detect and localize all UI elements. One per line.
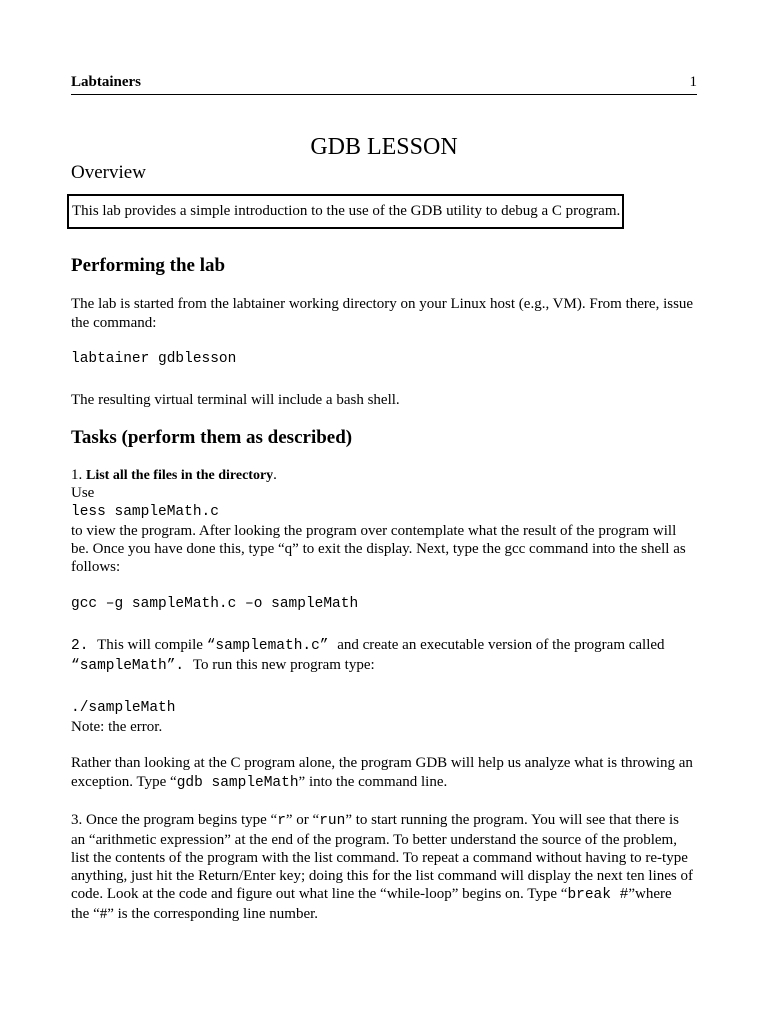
- note-text: Note: the error.: [71, 719, 163, 735]
- performing-heading: Performing the lab: [71, 255, 226, 276]
- command-labtainer: labtainer gdblesson: [71, 351, 237, 367]
- task2-text-c: To run this new program type:: [192, 657, 375, 673]
- task1-line: [71, 466, 697, 485]
- performing-para2: The resulting virtual terminal will include a bash shell.: [71, 392, 400, 408]
- task3-text-d: code. Look at the code and figure out what line the “while-loop” begins on. Type “: [71, 886, 568, 902]
- task3-line2: an “arithmetic expression” at the end of the program. To better understand the source of the problem,: [71, 832, 677, 848]
- task3-line6: the “#” is the corresponding line number.: [71, 906, 319, 922]
- page-number: 1: [689, 74, 697, 90]
- task3-text-a: 3. Once the program begins type “: [71, 812, 278, 828]
- task3-text-c: ” to start running the program. You will see that there is: [345, 812, 680, 828]
- task2-text-b: and create an executable version of the program called: [337, 637, 665, 653]
- task1-text-line1: to view the program. After looking the program over contemplate what the result of the program will: [71, 523, 677, 539]
- rather-line1: Rather than looking at the C program alone, the program GDB will help us analyze what is throwing an: [71, 755, 693, 771]
- document-title: GDB LESSON: [310, 134, 458, 160]
- task3-r: r: [277, 813, 286, 829]
- command-gdb: gdb sampleMath: [176, 775, 299, 791]
- task1-use: Use: [71, 485, 95, 501]
- command-gcc: gcc –g sampleMath.c –o sampleMath: [71, 596, 359, 612]
- task3-line5: [71, 885, 697, 904]
- header-title: Labtainers: [71, 74, 142, 90]
- task3-text-b: ” or “: [285, 812, 320, 828]
- task3-text-e: ”where: [628, 886, 672, 902]
- overview-text: This lab provides a simple introduction to the use of the GDB utility to debug a C program.: [72, 203, 621, 219]
- task3-break: break #: [567, 887, 629, 903]
- task1-text-line2: be. Once you have done this, type “q” to exit the display. Next, type the gcc command into the shell as: [71, 541, 686, 557]
- task2-file: “samplemath.c”: [206, 638, 338, 654]
- task3-line4: anything, just hit the Return/Enter key; doing this for the list command will display the next ten lines of: [71, 868, 693, 884]
- task1-text-line3: follows:: [71, 559, 121, 575]
- task2-line1: [71, 636, 697, 655]
- task2-text-a: This will compile: [97, 637, 207, 653]
- task3-line3: list the contents of the program with the list command. To repeat a command without having to re-type: [71, 850, 688, 866]
- command-less: less sampleMath.c: [71, 504, 219, 520]
- performing-para-line2: the command:: [71, 315, 157, 331]
- task3-run: run: [319, 813, 346, 829]
- rather-line2: [71, 773, 697, 792]
- tasks-heading: Tasks (perform them as described): [71, 427, 353, 448]
- rather-text-a: exception. Type “: [71, 774, 177, 790]
- overview-box: [67, 194, 624, 229]
- page-header: [71, 73, 697, 95]
- task1-number: 1.: [71, 467, 86, 483]
- overview-heading: Overview: [71, 162, 146, 183]
- performing-para-line1: The lab is started from the labtainer working directory on your Linux host (e.g., VM). From there, issue: [71, 296, 694, 312]
- rather-text-b: ” into the command line.: [298, 774, 448, 790]
- task3-line1: [71, 811, 697, 830]
- task1-title: List all the files in the directory: [86, 468, 274, 483]
- task1-dot: .: [273, 467, 277, 483]
- task2-line2: [71, 656, 697, 675]
- task2-program: “sampleMath”.: [71, 658, 193, 674]
- command-run: ./sampleMath: [71, 700, 176, 716]
- task2-number: 2.: [71, 638, 98, 654]
